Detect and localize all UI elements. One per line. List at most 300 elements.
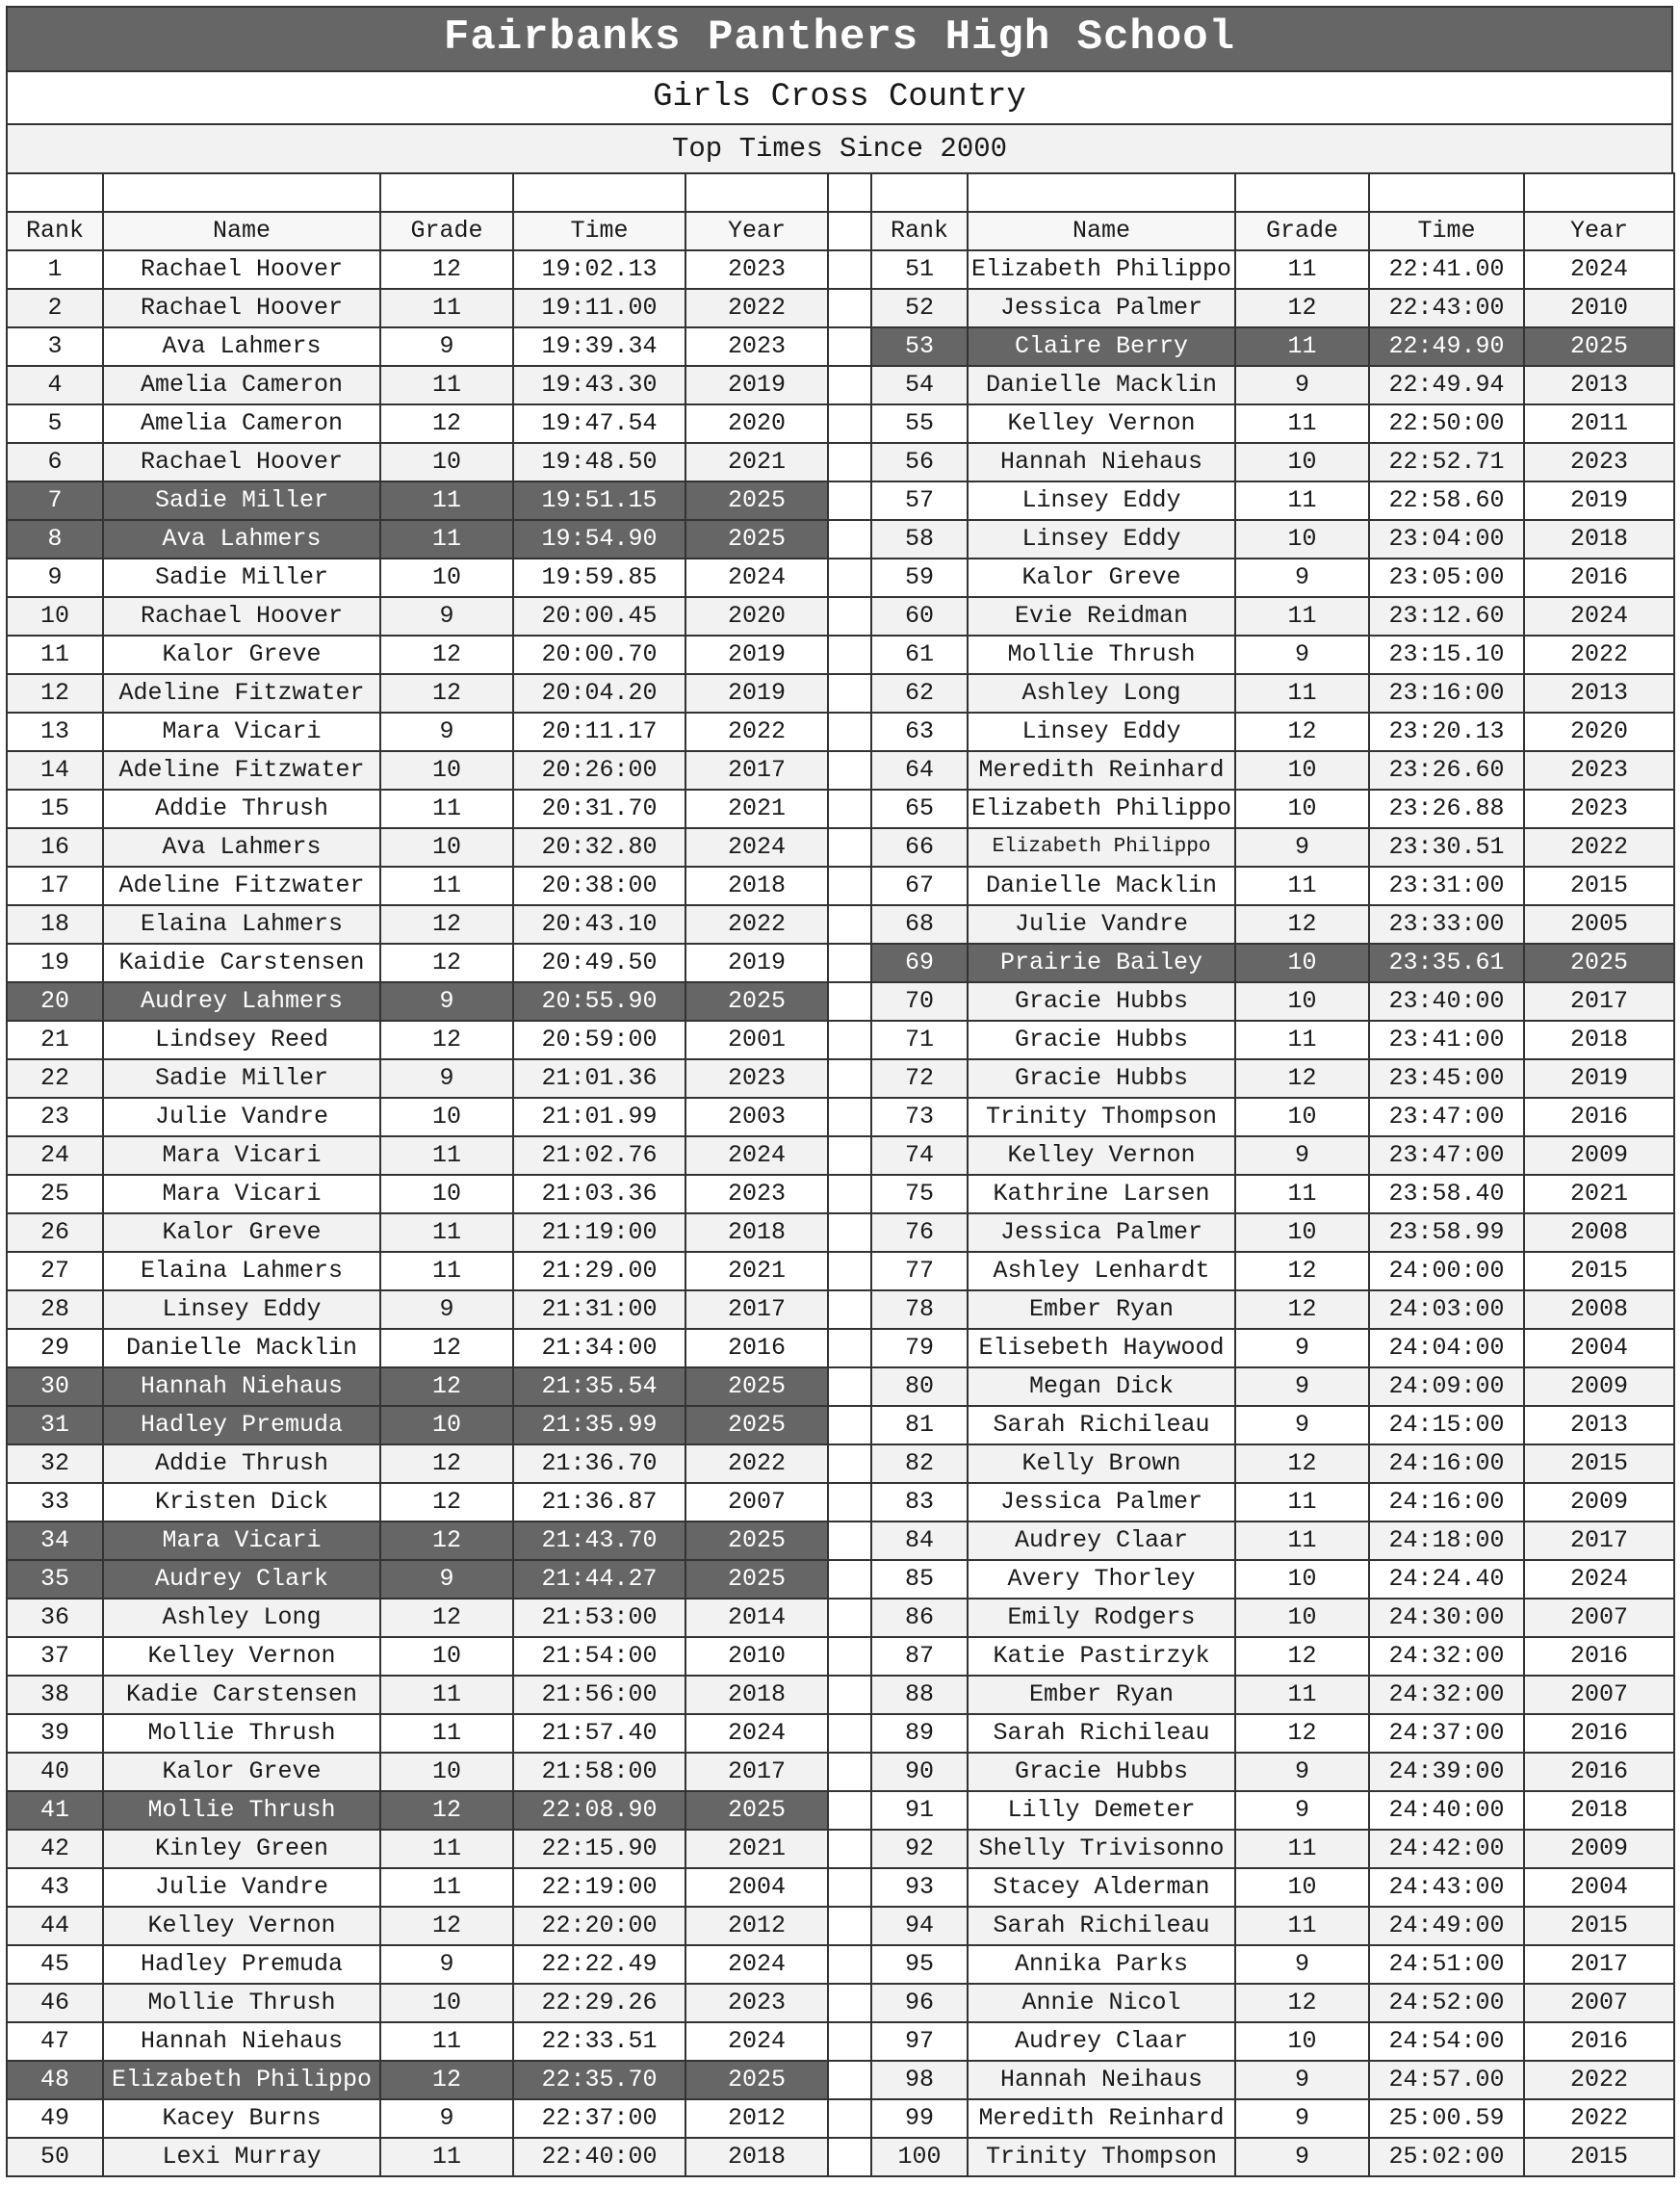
left-name-cell: Mara Vicari xyxy=(103,1522,380,1560)
left-grade-cell: 10 xyxy=(380,559,513,597)
left-year-cell: 2021 xyxy=(685,790,828,828)
left-name-cell: Kelley Vernon xyxy=(103,1637,380,1676)
left-year-cell: 2022 xyxy=(685,289,828,327)
right-grade-cell: 10 xyxy=(1235,751,1369,790)
left-grade-cell: 11 xyxy=(380,790,513,828)
left-year-cell: 2003 xyxy=(685,1098,828,1136)
left-year-cell: 2024 xyxy=(685,1136,828,1175)
right-year-cell: 2025 xyxy=(1524,944,1674,982)
right-rank-cell: 92 xyxy=(871,1830,968,1868)
column-gap xyxy=(828,1329,871,1367)
column-gap xyxy=(828,327,871,366)
right-time-cell: 23:12.60 xyxy=(1369,597,1524,636)
right-time-cell: 24:18:00 xyxy=(1369,1522,1524,1560)
right-rank-cell: 78 xyxy=(871,1290,968,1329)
left-rank-cell: 17 xyxy=(7,867,103,905)
table-row xyxy=(7,250,1674,289)
column-gap xyxy=(828,212,871,250)
right-time-cell: 24:09:00 xyxy=(1369,1367,1524,1406)
table-row xyxy=(7,520,1674,559)
right-rank-cell: 69 xyxy=(871,944,968,982)
right-grade-cell: 9 xyxy=(1235,636,1369,674)
right-name-cell: Stacey Alderman xyxy=(968,1868,1235,1907)
left-grade-cell: 9 xyxy=(380,1945,513,1984)
left-rank-cell: 42 xyxy=(7,1830,103,1868)
column-gap xyxy=(828,366,871,404)
left-time-cell: 19:51.15 xyxy=(513,481,685,520)
left-grade-cell: 11 xyxy=(380,2022,513,2061)
left-rank-cell: 29 xyxy=(7,1329,103,1367)
right-grade-cell: 11 xyxy=(1235,327,1369,366)
right-year-cell: 2016 xyxy=(1524,2022,1674,2061)
left-name-cell: Addie Thrush xyxy=(103,790,380,828)
right-time-cell: 22:50:00 xyxy=(1369,404,1524,443)
left-name-cell: Amelia Cameron xyxy=(103,404,380,443)
right-year-cell: 2010 xyxy=(1524,289,1674,327)
left-grade-cell: 12 xyxy=(380,404,513,443)
right-rank-cell: 72 xyxy=(871,1059,968,1098)
right-name-cell: Hannah Niehaus xyxy=(968,443,1235,481)
left-year-cell: 2022 xyxy=(685,1444,828,1483)
right-grade-cell: 9 xyxy=(1235,1406,1369,1444)
right-grade-cell: 10 xyxy=(1235,1213,1369,1252)
right-rank-cell: 65 xyxy=(871,790,968,828)
right-rank-cell: 95 xyxy=(871,1945,968,1984)
left-time-cell: 19:59.85 xyxy=(513,559,685,597)
right-year-cell: 2017 xyxy=(1524,982,1674,1021)
right-time-cell: 25:02:00 xyxy=(1369,2138,1524,2176)
column-gap xyxy=(828,1637,871,1676)
right-year-cell: 2017 xyxy=(1524,1522,1674,1560)
column-gap xyxy=(828,1098,871,1136)
left-time-cell: 21:56:00 xyxy=(513,1676,685,1714)
right-grade-cell: 9 xyxy=(1235,828,1369,867)
right-year-cell: 2024 xyxy=(1524,250,1674,289)
right-grade-cell: 11 xyxy=(1235,404,1369,443)
left-name-cell: Lindsey Reed xyxy=(103,1021,380,1059)
right-rank-cell: 51 xyxy=(871,250,968,289)
left-grade-cell: 12 xyxy=(380,250,513,289)
right-year-cell: 2009 xyxy=(1524,1136,1674,1175)
column-gap xyxy=(828,674,871,713)
left-time-cell: 21:01.36 xyxy=(513,1059,685,1098)
left-rank-cell: 35 xyxy=(7,1560,103,1599)
right-rank-cell: 68 xyxy=(871,905,968,944)
table-row xyxy=(7,404,1674,443)
right-name-cell: Trinity Thompson xyxy=(968,2138,1235,2176)
left-rank-cell: 10 xyxy=(7,597,103,636)
left-grade-cell: 10 xyxy=(380,1637,513,1676)
right-grade-cell: 9 xyxy=(1235,1367,1369,1406)
right-time-cell: 24:16:00 xyxy=(1369,1444,1524,1483)
column-gap xyxy=(828,1868,871,1907)
right-name-cell: Meredith Reinhard xyxy=(968,2099,1235,2138)
left-name-cell: Rachael Hoover xyxy=(103,443,380,481)
column-gap xyxy=(828,1252,871,1290)
right-year-cell: 2019 xyxy=(1524,481,1674,520)
right-time-cell: 24:52:00 xyxy=(1369,1984,1524,2022)
left-name-cell: Kalor Greve xyxy=(103,1213,380,1252)
right-year-cell: 2022 xyxy=(1524,828,1674,867)
right-year-cell: 2007 xyxy=(1524,1676,1674,1714)
table-row xyxy=(7,1984,1674,2022)
right-grade-cell: 11 xyxy=(1235,867,1369,905)
table-row xyxy=(7,1599,1674,1637)
left-rank-cell: 4 xyxy=(7,366,103,404)
right-name-cell: Claire Berry xyxy=(968,327,1235,366)
right-rank-cell: 52 xyxy=(871,289,968,327)
right-name-cell: Sarah Richileau xyxy=(968,1406,1235,1444)
right-time-cell: 24:54:00 xyxy=(1369,2022,1524,2061)
right-year-cell: 2004 xyxy=(1524,1329,1674,1367)
left-time-cell: 21:54:00 xyxy=(513,1637,685,1676)
right-grade-cell: 11 xyxy=(1235,1907,1369,1945)
right-time-cell: 24:40:00 xyxy=(1369,1791,1524,1830)
table-row xyxy=(7,1560,1674,1599)
right-grade-cell: 12 xyxy=(1235,905,1369,944)
left-grade-cell: 11 xyxy=(380,520,513,559)
right-rank-cell: 66 xyxy=(871,828,968,867)
right-name-cell: Annika Parks xyxy=(968,1945,1235,1984)
right-name-cell: Elizabeth Philippo xyxy=(968,250,1235,289)
right-grade-cell: 9 xyxy=(1235,366,1369,404)
left-time-cell: 19:43.30 xyxy=(513,366,685,404)
left-rank-cell: 13 xyxy=(7,713,103,751)
left-name-cell: Hannah Niehaus xyxy=(103,1367,380,1406)
table-row xyxy=(7,1213,1674,1252)
column-gap xyxy=(828,636,871,674)
left-time-cell: 20:00.70 xyxy=(513,636,685,674)
left-name-cell: Sadie Miller xyxy=(103,1059,380,1098)
table-row xyxy=(7,1483,1674,1522)
left-year-cell: 2018 xyxy=(685,1676,828,1714)
right-rank-cell: 60 xyxy=(871,597,968,636)
right-year-cell: 2015 xyxy=(1524,1444,1674,1483)
left-name-cell: Rachael Hoover xyxy=(103,250,380,289)
left-rank-cell: 28 xyxy=(7,1290,103,1329)
left-grade-cell: 11 xyxy=(380,1868,513,1907)
left-time-cell: 21:01.99 xyxy=(513,1098,685,1136)
right-rank-cell: 79 xyxy=(871,1329,968,1367)
right-name-cell: Kelly Brown xyxy=(968,1444,1235,1483)
right-grade-cell: 9 xyxy=(1235,1136,1369,1175)
col-header-year: Year xyxy=(1524,212,1674,250)
left-name-cell: Mollie Thrush xyxy=(103,1791,380,1830)
col-header-year: Year xyxy=(685,212,828,250)
left-year-cell: 2025 xyxy=(685,520,828,559)
left-grade-cell: 9 xyxy=(380,1290,513,1329)
left-grade-cell: 11 xyxy=(380,1136,513,1175)
right-name-cell: Elisebeth Haywood xyxy=(968,1329,1235,1367)
left-year-cell: 2025 xyxy=(685,1406,828,1444)
right-rank-cell: 85 xyxy=(871,1560,968,1599)
left-name-cell: Julie Vandre xyxy=(103,1098,380,1136)
right-grade-cell: 10 xyxy=(1235,982,1369,1021)
left-time-cell: 21:29.00 xyxy=(513,1252,685,1290)
col-header-grade: Grade xyxy=(1235,212,1369,250)
right-grade-cell: 11 xyxy=(1235,481,1369,520)
column-gap xyxy=(828,1483,871,1522)
left-rank-cell: 36 xyxy=(7,1599,103,1637)
left-grade-cell: 12 xyxy=(380,1021,513,1059)
right-time-cell: 23:15.10 xyxy=(1369,636,1524,674)
left-grade-cell: 12 xyxy=(380,1907,513,1945)
right-rank-cell: 63 xyxy=(871,713,968,751)
right-grade-cell: 11 xyxy=(1235,1676,1369,1714)
right-time-cell: 23:40:00 xyxy=(1369,982,1524,1021)
right-grade-cell: 10 xyxy=(1235,1098,1369,1136)
right-name-cell: Kelley Vernon xyxy=(968,404,1235,443)
right-grade-cell: 11 xyxy=(1235,1830,1369,1868)
left-rank-cell: 21 xyxy=(7,1021,103,1059)
right-rank-cell: 89 xyxy=(871,1714,968,1753)
right-name-cell: Emily Rodgers xyxy=(968,1599,1235,1637)
right-grade-cell: 12 xyxy=(1235,713,1369,751)
right-year-cell: 2013 xyxy=(1524,1406,1674,1444)
table-row xyxy=(7,2138,1674,2176)
left-grade-cell: 9 xyxy=(380,1560,513,1599)
left-name-cell: Julie Vandre xyxy=(103,1868,380,1907)
right-name-cell: Linsey Eddy xyxy=(968,713,1235,751)
left-rank-cell: 47 xyxy=(7,2022,103,2061)
left-year-cell: 2025 xyxy=(685,1791,828,1830)
right-time-cell: 24:42:00 xyxy=(1369,1830,1524,1868)
left-rank-cell: 38 xyxy=(7,1676,103,1714)
left-rank-cell: 15 xyxy=(7,790,103,828)
header-row xyxy=(7,212,1674,250)
column-gap xyxy=(828,1522,871,1560)
left-name-cell: Adeline Fitzwater xyxy=(103,867,380,905)
left-grade-cell: 12 xyxy=(380,905,513,944)
right-name-cell: Evie Reidman xyxy=(968,597,1235,636)
right-time-cell: 24:43:00 xyxy=(1369,1868,1524,1907)
right-grade-cell: 9 xyxy=(1235,1329,1369,1367)
left-year-cell: 2019 xyxy=(685,944,828,982)
right-year-cell: 2024 xyxy=(1524,1560,1674,1599)
right-year-cell: 2018 xyxy=(1524,1021,1674,1059)
right-name-cell: Jessica Palmer xyxy=(968,1213,1235,1252)
left-rank-cell: 20 xyxy=(7,982,103,1021)
right-year-cell: 2013 xyxy=(1524,366,1674,404)
left-year-cell: 2025 xyxy=(685,1522,828,1560)
right-year-cell: 2016 xyxy=(1524,1753,1674,1791)
column-gap xyxy=(828,1406,871,1444)
column-gap xyxy=(828,520,871,559)
right-name-cell: Ember Ryan xyxy=(968,1676,1235,1714)
right-rank-cell: 87 xyxy=(871,1637,968,1676)
right-name-cell: Ember Ryan xyxy=(968,1290,1235,1329)
left-rank-cell: 48 xyxy=(7,2061,103,2099)
left-grade-cell: 10 xyxy=(380,443,513,481)
right-rank-cell: 59 xyxy=(871,559,968,597)
right-time-cell: 24:32:00 xyxy=(1369,1637,1524,1676)
right-rank-cell: 83 xyxy=(871,1483,968,1522)
right-rank-cell: 58 xyxy=(871,520,968,559)
right-grade-cell: 9 xyxy=(1235,1945,1369,1984)
right-rank-cell: 75 xyxy=(871,1175,968,1213)
table-row xyxy=(7,982,1674,1021)
left-time-cell: 21:35.54 xyxy=(513,1367,685,1406)
left-grade-cell: 10 xyxy=(380,1406,513,1444)
left-year-cell: 2023 xyxy=(685,1059,828,1098)
left-grade-cell: 12 xyxy=(380,1329,513,1367)
left-year-cell: 2021 xyxy=(685,1252,828,1290)
right-rank-cell: 62 xyxy=(871,674,968,713)
right-rank-cell: 97 xyxy=(871,2022,968,2061)
left-name-cell: Mollie Thrush xyxy=(103,1984,380,2022)
left-time-cell: 22:22.49 xyxy=(513,1945,685,1984)
left-year-cell: 2017 xyxy=(685,1290,828,1329)
right-name-cell: Lilly Demeter xyxy=(968,1791,1235,1830)
left-time-cell: 22:15.90 xyxy=(513,1830,685,1868)
right-grade-cell: 12 xyxy=(1235,1714,1369,1753)
right-grade-cell: 10 xyxy=(1235,520,1369,559)
records-table xyxy=(6,172,1675,2177)
table-row xyxy=(7,1637,1674,1676)
right-year-cell: 2019 xyxy=(1524,1059,1674,1098)
right-rank-cell: 56 xyxy=(871,443,968,481)
left-rank-cell: 41 xyxy=(7,1791,103,1830)
left-year-cell: 2025 xyxy=(685,1560,828,1599)
right-name-cell: Audrey Claar xyxy=(968,1522,1235,1560)
left-time-cell: 20:26:00 xyxy=(513,751,685,790)
left-rank-cell: 46 xyxy=(7,1984,103,2022)
left-name-cell: Elaina Lahmers xyxy=(103,905,380,944)
left-grade-cell: 12 xyxy=(380,944,513,982)
left-time-cell: 20:00.45 xyxy=(513,597,685,636)
left-year-cell: 2021 xyxy=(685,443,828,481)
left-grade-cell: 9 xyxy=(380,327,513,366)
left-year-cell: 2001 xyxy=(685,1021,828,1059)
right-year-cell: 2022 xyxy=(1524,636,1674,674)
right-time-cell: 22:49.94 xyxy=(1369,366,1524,404)
table-row xyxy=(7,1021,1674,1059)
column-gap xyxy=(828,1599,871,1637)
right-year-cell: 2015 xyxy=(1524,1907,1674,1945)
right-year-cell: 2016 xyxy=(1524,559,1674,597)
right-grade-cell: 9 xyxy=(1235,2099,1369,2138)
right-time-cell: 23:41:00 xyxy=(1369,1021,1524,1059)
left-rank-cell: 12 xyxy=(7,674,103,713)
table-row xyxy=(7,597,1674,636)
left-grade-cell: 12 xyxy=(380,1791,513,1830)
column-gap xyxy=(828,2061,871,2099)
column-gap xyxy=(828,1791,871,1830)
column-gap xyxy=(828,828,871,867)
right-name-cell: Sarah Richileau xyxy=(968,1714,1235,1753)
left-time-cell: 20:11.17 xyxy=(513,713,685,751)
left-rank-cell: 33 xyxy=(7,1483,103,1522)
left-year-cell: 2025 xyxy=(685,1367,828,1406)
right-year-cell: 2007 xyxy=(1524,1599,1674,1637)
right-name-cell: Audrey Claar xyxy=(968,2022,1235,2061)
right-name-cell: Avery Thorley xyxy=(968,1560,1235,1599)
right-rank-cell: 70 xyxy=(871,982,968,1021)
right-rank-cell: 82 xyxy=(871,1444,968,1483)
table-row xyxy=(7,366,1674,404)
left-name-cell: Kinley Green xyxy=(103,1830,380,1868)
left-grade-cell: 12 xyxy=(380,636,513,674)
left-grade-cell: 11 xyxy=(380,1676,513,1714)
table-row xyxy=(7,905,1674,944)
right-time-cell: 23:16:00 xyxy=(1369,674,1524,713)
left-time-cell: 21:53:00 xyxy=(513,1599,685,1637)
table-row xyxy=(7,1329,1674,1367)
right-name-cell: Linsey Eddy xyxy=(968,481,1235,520)
column-gap xyxy=(828,944,871,982)
right-year-cell: 2008 xyxy=(1524,1213,1674,1252)
left-name-cell: Rachael Hoover xyxy=(103,597,380,636)
column-gap xyxy=(828,1290,871,1329)
table-row xyxy=(7,2099,1674,2138)
right-year-cell: 2025 xyxy=(1524,327,1674,366)
column-gap xyxy=(828,1907,871,1945)
left-name-cell: Mara Vicari xyxy=(103,713,380,751)
left-name-cell: Kalor Greve xyxy=(103,636,380,674)
right-year-cell: 2022 xyxy=(1524,2061,1674,2099)
left-year-cell: 2016 xyxy=(685,1329,828,1367)
right-name-cell: Katie Pastirzyk xyxy=(968,1637,1235,1676)
left-time-cell: 21:36.70 xyxy=(513,1444,685,1483)
left-rank-cell: 2 xyxy=(7,289,103,327)
left-rank-cell: 44 xyxy=(7,1907,103,1945)
left-time-cell: 22:08.90 xyxy=(513,1791,685,1830)
right-name-cell: Ashley Lenhardt xyxy=(968,1252,1235,1290)
right-year-cell: 2016 xyxy=(1524,1714,1674,1753)
right-year-cell: 2023 xyxy=(1524,751,1674,790)
left-year-cell: 2004 xyxy=(685,1868,828,1907)
left-time-cell: 20:49.50 xyxy=(513,944,685,982)
left-grade-cell: 10 xyxy=(380,828,513,867)
left-year-cell: 2014 xyxy=(685,1599,828,1637)
table-row xyxy=(7,1830,1674,1868)
left-grade-cell: 10 xyxy=(380,751,513,790)
col-header-time: Time xyxy=(513,212,685,250)
left-time-cell: 20:59:00 xyxy=(513,1021,685,1059)
left-name-cell: Mara Vicari xyxy=(103,1136,380,1175)
right-rank-cell: 71 xyxy=(871,1021,968,1059)
right-name-cell: Kalor Greve xyxy=(968,559,1235,597)
right-grade-cell: 11 xyxy=(1235,1522,1369,1560)
right-year-cell: 2018 xyxy=(1524,1791,1674,1830)
left-year-cell: 2024 xyxy=(685,2022,828,2061)
right-name-cell: Gracie Hubbs xyxy=(968,1059,1235,1098)
right-name-cell: Trinity Thompson xyxy=(968,1098,1235,1136)
left-name-cell: Ashley Long xyxy=(103,1599,380,1637)
right-name-cell: Ashley Long xyxy=(968,674,1235,713)
right-grade-cell: 11 xyxy=(1235,597,1369,636)
left-grade-cell: 9 xyxy=(380,713,513,751)
table-row xyxy=(7,1522,1674,1560)
left-grade-cell: 11 xyxy=(380,481,513,520)
left-time-cell: 21:35.99 xyxy=(513,1406,685,1444)
left-rank-cell: 18 xyxy=(7,905,103,944)
right-rank-cell: 55 xyxy=(871,404,968,443)
column-gap xyxy=(828,597,871,636)
col-header-rank: Rank xyxy=(7,212,103,250)
right-name-cell: Linsey Eddy xyxy=(968,520,1235,559)
left-name-cell: Kaidie Carstensen xyxy=(103,944,380,982)
right-name-cell: Kathrine Larsen xyxy=(968,1175,1235,1213)
left-grade-cell: 12 xyxy=(380,1599,513,1637)
right-year-cell: 2023 xyxy=(1524,443,1674,481)
left-grade-cell: 11 xyxy=(380,1213,513,1252)
left-year-cell: 2019 xyxy=(685,674,828,713)
right-rank-cell: 94 xyxy=(871,1907,968,1945)
right-time-cell: 23:45:00 xyxy=(1369,1059,1524,1098)
right-rank-cell: 86 xyxy=(871,1599,968,1637)
left-year-cell: 2024 xyxy=(685,1945,828,1984)
